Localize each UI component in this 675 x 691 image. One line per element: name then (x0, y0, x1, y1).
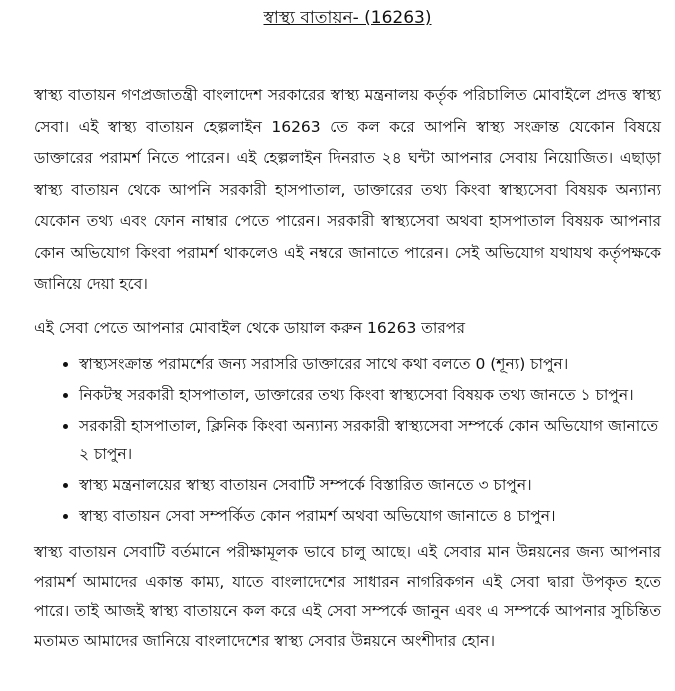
list-item: • সরকারী হাসপাতাল, ক্লিনিক কিংবা অন্যান্য সরকারী স্বাস্থ্যসেবা সম্পর্কে কোন অভিযোগ জানাতে ২ চাপুন। (79, 412, 661, 468)
dial-instruction: এই সেবা পেতে আপনার মোবাইল থেকে ডায়াল করুন 16263 তারপর (34, 318, 465, 337)
document-title: স্বাস্থ্য বাতায়ন- (16263) (263, 8, 432, 28)
list-item: • স্বাস্থ্যসংক্রান্ত পরামর্শের জন্য সরাসরি ডাক্তারের সাথে কথা বলতে 0 (শূন্য) চাপুন। (79, 350, 661, 378)
intro-paragraph: স্বাস্থ্য বাতায়ন গণপ্রজাতন্ত্রী বাংলাদেশ সরকারের স্বাস্থ্য মন্ত্রনালয় কর্তৃক পরিচালিত মোবাইলে প্রদত্ত স্বাস্থ্য সেবা। এই স্বাস্থ্য বাতায়ন হেল্পলাইন 16263 তে কল করে আপনি স্বাস্থ্য সংক্রান্ত যেকোন বিষয়ে ডাক্তারের পরামর্শ নিতে পারেন। এই হেল্পলাইন দিনরাত ২৪ ঘন্টা আপনার সেবায় নিয়োজিত। এছাড়া স্বাস্থ্য বাতায়ন থেকে আপনি সরকারী হাসপাতাল, ডাক্তারের তথ্য কিংবা স্বাস্থ্যসেবা বিষয়ক অন্যান্য যেকোন তথ্য এবং ফোন নাম্বার পেতে পারেন। সরকারী স্বাস্থ্যসেবা অথবা হাসপাতাল বিষয়ক আপনার কোন অভিযোগ কিংবা পরামর্শ থাকলেও এই নম্বরে জানাতে পারেন। সেই অভিযোগ যথাযথ কর্তৃপক্ষকে জানিয়ে দেয়া হবে। (34, 86, 661, 293)
list-item: • নিকটস্থ সরকারী হাসপাতাল, ডাক্তারের তথ্য কিংবা স্বাস্থ্যসেবা বিষয়ক তথ্য জানতে ১ চাপুন। (79, 381, 661, 409)
closing-paragraph: স্বাস্থ্য বাতায়ন সেবাটি বর্তমানে পরীক্ষামূলক ভাবে চালু আছে। এই সেবার মান উন্নয়নের জন্য আপনার পরামর্শ আমাদের একান্ত কাম্য, যাতে বাংলাদেশের সাধারন নাগরিকগন এই সেবা দ্বারা উপকৃত হতে পারে। তাই আজই স্বাস্থ্য বাতায়নে কল করে এই সেবা সম্পর্কে জানুন এবং এ সম্পর্কে আপনার সুচিন্তিত মতামত আমাদের জানিয়ে বাংলাদেশের স্বাস্থ্য সেবার উন্নয়নে অংশীদার হোন। (34, 543, 661, 650)
option-list (34, 350, 661, 530)
list-item: • স্বাস্থ্য মন্ত্রনালয়ের স্বাস্থ্য বাতায়ন সেবাটি সম্পর্কে বিস্তারিত জানতে ৩ চাপুন। (79, 471, 661, 499)
list-item: • স্বাস্থ্য বাতায়ন সেবা সম্পর্কিত কোন পরামর্শ অথবা অভিযোগ জানাতে ৪ চাপুন। (79, 502, 661, 530)
